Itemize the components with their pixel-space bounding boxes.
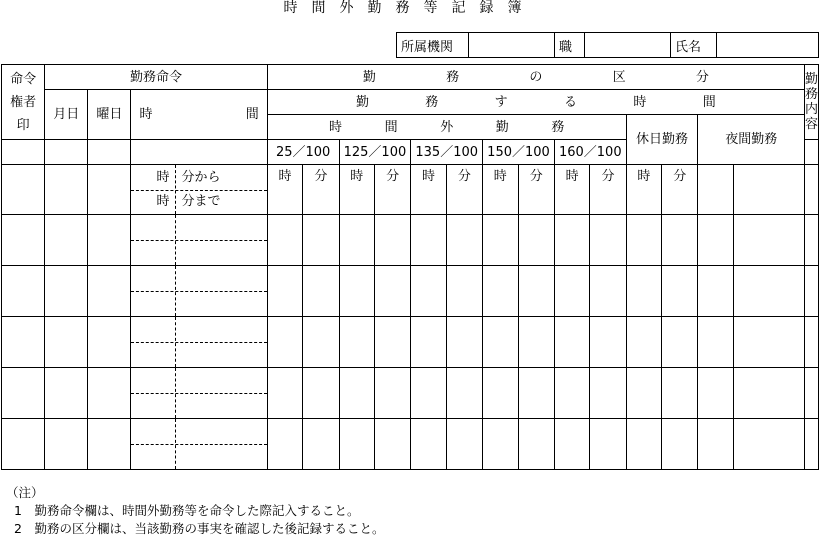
dept-field[interactable] [469, 33, 555, 58]
rate125-hour-cell[interactable]: 時 [339, 165, 374, 215]
content-cell[interactable] [804, 165, 818, 215]
weekday-cell[interactable] [88, 165, 131, 215]
table-row [2, 317, 819, 368]
rate125-minute-cell[interactable]: 分 [374, 165, 410, 215]
work-content-header: 勤務内容 [804, 65, 818, 140]
dept-label: 所属機関 [397, 33, 469, 58]
notes-heading: （注） [6, 485, 44, 500]
holiday-work-header: 休日勤務 [626, 115, 698, 165]
seal-cell[interactable] [2, 165, 45, 215]
holiday-minute-cell[interactable]: 分 [662, 165, 698, 215]
name-label: 氏名 [671, 33, 717, 58]
month-day-header: 月日 [45, 90, 88, 140]
rate135-minute-cell[interactable]: 分 [446, 165, 482, 215]
seal-header-blank [2, 140, 45, 165]
rate160-minute-cell[interactable]: 分 [590, 165, 626, 215]
rate25-minute-cell[interactable]: 分 [303, 165, 339, 215]
note-item-1: 1 勤務命令欄は、時間外勤務等を命令した際記入すること。 [14, 503, 360, 518]
post-field[interactable] [585, 33, 671, 58]
rate-25: 25／100 [267, 140, 339, 165]
time-blank [131, 140, 267, 165]
notes [6, 484, 384, 538]
note-item-2: 2 勤務の区分欄は、当該勤務の事実を確認した後記録すること。 [14, 521, 385, 536]
rate150-minute-cell[interactable]: 分 [518, 165, 554, 215]
night-work-header: 夜間勤務 [698, 115, 805, 165]
affiliation-table [396, 32, 819, 58]
work-time-header: 勤 務 す る 時 間 [267, 90, 804, 115]
approver-seal-header [2, 65, 45, 140]
rate150-hour-cell[interactable]: 時 [483, 165, 518, 215]
holiday-hour-cell[interactable]: 時 [626, 165, 661, 215]
night-hour-cell[interactable] [698, 165, 733, 215]
table-row [2, 419, 819, 470]
to-hour-label: 時 [156, 194, 170, 210]
work-order-header: 勤務命令 [45, 65, 268, 90]
night-minute-cell[interactable] [733, 165, 804, 215]
rate-125: 125／100 [339, 140, 411, 165]
weekday-blank [88, 140, 131, 165]
overtime-record-table [1, 64, 819, 470]
rate135-hour-cell[interactable]: 時 [411, 165, 446, 215]
rate160-hour-cell[interactable]: 時 [554, 165, 589, 215]
from-hour-label: 時 [156, 169, 170, 185]
content-blank [804, 140, 818, 165]
table-row [2, 266, 819, 317]
time-from-to-cell[interactable] [131, 165, 267, 215]
table-row [2, 215, 819, 266]
table-row [2, 368, 819, 419]
rate-160: 160／100 [554, 140, 626, 165]
approver-seal-line1: 命令 [10, 71, 37, 87]
monthday-blank [45, 140, 88, 165]
approver-seal-line2: 権者 [10, 94, 37, 110]
page-title: 時間外勤務等記録簿 [283, 0, 536, 16]
approver-seal-line3: 印 [16, 117, 30, 133]
weekday-header: 曜日 [88, 90, 131, 140]
rate-135: 135／100 [411, 140, 483, 165]
rate25-hour-cell[interactable]: 時 [267, 165, 302, 215]
to-minute-label: 分まで [181, 194, 221, 210]
time-header: 時 間 [131, 90, 267, 140]
post-label: 職 [555, 33, 585, 58]
name-field[interactable] [717, 33, 819, 58]
month-day-cell[interactable] [45, 165, 88, 215]
rate-150: 150／100 [483, 140, 555, 165]
work-category-header: 勤 務 の 区 分 [267, 65, 804, 90]
from-minute-label: 分から [181, 169, 221, 185]
overtime-header: 時 間 外 勤 務 [267, 115, 626, 140]
